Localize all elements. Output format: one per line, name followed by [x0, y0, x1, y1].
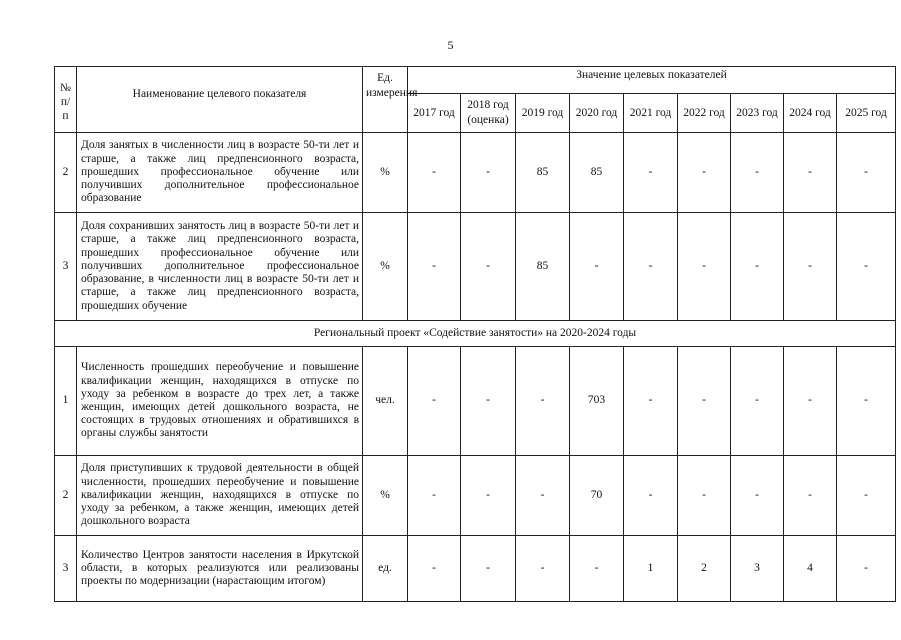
row-value: - [461, 347, 516, 456]
row-unit: % [363, 456, 408, 536]
row-value: - [784, 213, 837, 321]
row-value: - [461, 536, 516, 602]
row-value: - [461, 133, 516, 213]
header-year: 2020 год [570, 94, 624, 133]
table-row [55, 213, 896, 321]
row-value: - [624, 456, 678, 536]
header-year: 2019 год [516, 94, 570, 133]
row-value: - [624, 133, 678, 213]
row-value: - [408, 536, 461, 602]
row-value: - [784, 347, 837, 456]
row-value: - [408, 347, 461, 456]
row-name: Доля сохранивших занятость лиц в возрасте 50-ти лет и старше, а также лиц предпенсионного возраста, прошедших профессиональное обучение или получивших дополнительное профессиональное образование, в численности лиц в возрасте 50-ти лет и старше, а также лиц предпенсионного возраста, прошедших обучение [77, 213, 363, 321]
page-number: 5 [447, 38, 454, 52]
row-value: - [678, 347, 731, 456]
row-unit: ед. [363, 536, 408, 602]
row-value: - [731, 213, 784, 321]
row-value: - [408, 133, 461, 213]
row-unit: % [363, 213, 408, 321]
row-unit: чел. [363, 347, 408, 456]
row-name: Численность прошедших переобучение и повышение квалификации женщин, находящихся в отпуске по уходу за ребенком в возрасте до трех лет, а также женщин, имеющих детей дошкольного возраста, не состоящих в трудовых отношениях и обратившихся в органы службы занятости [77, 347, 363, 456]
row-num: 1 [55, 347, 77, 456]
row-value: - [408, 213, 461, 321]
row-unit: % [363, 133, 408, 213]
row-value: - [570, 536, 624, 602]
row-num: 3 [55, 536, 77, 602]
row-value: - [784, 456, 837, 536]
row-value: 85 [570, 133, 624, 213]
row-value: - [678, 456, 731, 536]
row-num: 2 [55, 456, 77, 536]
row-value: - [731, 347, 784, 456]
header-values-group: Значение целевых показателей [408, 67, 896, 94]
row-value: - [516, 536, 570, 602]
row-value: - [461, 213, 516, 321]
header-year: 2023 год [731, 94, 784, 133]
row-name: Доля приступивших к трудовой деятельности в общей численности, прошедших переобучение и повышение квалификации женщин, находящихся в отпуске по уходу за ребенком, а также женщин, имеющих детей дошкольного возраста [77, 456, 363, 536]
row-value: - [837, 133, 896, 213]
row-value: 4 [784, 536, 837, 602]
row-value: 3 [731, 536, 784, 602]
row-name: Количество Центров занятости населения в Иркутской области, в которых реализуются или реализованы проекты по модернизации (нарастающим итогом) [77, 536, 363, 602]
row-value: - [837, 213, 896, 321]
row-value: - [516, 347, 570, 456]
table-row [55, 536, 896, 602]
row-value: - [731, 456, 784, 536]
row-value: - [837, 536, 896, 602]
target-indicators-table [54, 66, 896, 602]
section-row [55, 321, 896, 347]
header-name: Наименование целевого показателя [77, 67, 363, 133]
section-title: Региональный проект «Содействие занятости» на 2020-2024 годы [55, 321, 896, 347]
row-value: - [570, 213, 624, 321]
row-value: 85 [516, 133, 570, 213]
row-value: - [461, 456, 516, 536]
row-value: - [837, 456, 896, 536]
header-year: 2021 год [624, 94, 678, 133]
row-value: 70 [570, 456, 624, 536]
row-value: - [837, 347, 896, 456]
row-value: - [731, 133, 784, 213]
header-num: № п/п [55, 67, 77, 133]
table-row [55, 133, 896, 213]
row-value: - [784, 133, 837, 213]
row-value: - [624, 347, 678, 456]
row-value: 85 [516, 213, 570, 321]
row-name: Доля занятых в численности лиц в возрасте 50-ти лет и старше, а также лиц предпенсионного возраста, прошедших профессиональное обучение или получивших дополнительное профессиональное образование [77, 133, 363, 213]
row-value: - [624, 213, 678, 321]
header-year: 2017 год [408, 94, 461, 133]
row-value: 2 [678, 536, 731, 602]
header-year: 2022 год [678, 94, 731, 133]
header-year: 2024 год [784, 94, 837, 133]
row-value: 703 [570, 347, 624, 456]
row-value: - [408, 456, 461, 536]
row-value: - [678, 133, 731, 213]
header-year: 2018 год (оценка) [461, 94, 516, 133]
row-num: 2 [55, 133, 77, 213]
header-year: 2025 год [837, 94, 896, 133]
row-value: - [516, 456, 570, 536]
header-unit: Ед. измерения [363, 67, 408, 133]
row-value: - [678, 213, 731, 321]
table-row [55, 347, 896, 456]
row-num: 3 [55, 213, 77, 321]
row-value: 1 [624, 536, 678, 602]
table-row [55, 456, 896, 536]
